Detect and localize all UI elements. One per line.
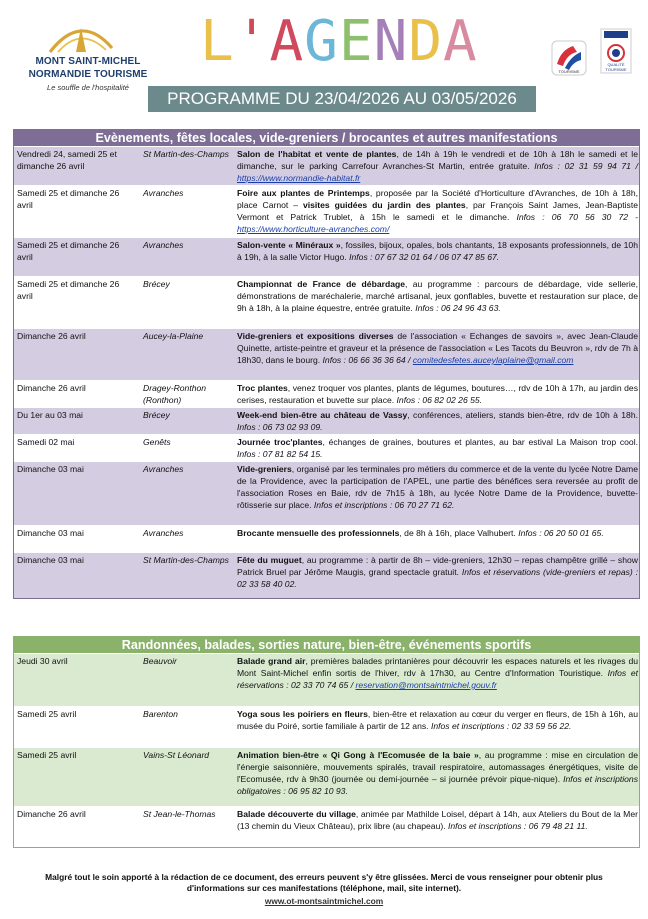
event-date: Jeudi 30 avril — [17, 656, 68, 666]
program-date-banner: PROGRAMME DU 23/04/2026 AU 03/05/2026 — [148, 86, 536, 112]
table-row — [14, 706, 639, 747]
event-place: Barenton — [143, 709, 178, 719]
table-row — [14, 747, 639, 806]
event-date: Dimanche 26 avril — [17, 383, 86, 393]
outdoor-list — [14, 653, 639, 847]
event-date: Dimanche 26 avril — [17, 331, 86, 341]
table-row — [14, 237, 639, 276]
tourism-logo — [28, 16, 148, 100]
event-date: Vendredi 24, samedi 25 et dimanche 26 avril — [17, 149, 117, 171]
event-description: Troc plantes, venez troquer vos plantes, plants de légumes, boutures…, rdv de 10h à 17h, au jardin des cerises, restauration et buvette sur place. Infos : 06 82 02 26 55. — [237, 383, 638, 405]
event-date: Dimanche 26 avril — [17, 809, 86, 819]
table-row — [14, 525, 639, 552]
title-letter: E — [338, 9, 374, 74]
event-place: Dragey-Ronthon (Ronthon) — [143, 383, 207, 405]
event-date: Samedi 02 mai — [17, 437, 75, 447]
disclaimer-note: Malgré tout le soin apporté à la rédaction de ce document, des erreurs peuvent s'y être glissées. Merci de vous renseigner pour obtenir plus d'informations sur ces manifestations (téléphone, mail, site internet). — [45, 872, 603, 893]
event-description: Balade grand air, premières balades printanières pour découvrir les espaces naturels et les rivages du Mont Saint-Michel enfin sortis de l'hiver, rdv à 17h30, au Centre d'Information Touristique. Infos et réservations : 02 33 70 74 65 / reservation@montsaintmichel.gouv.fr — [237, 656, 638, 690]
website-link[interactable]: www.ot-montsaintmichel.com — [264, 896, 384, 906]
event-place: Avranches — [143, 240, 184, 250]
event-place: Avranches — [143, 188, 184, 198]
event-place: Avranches — [143, 528, 184, 538]
svg-text:TOURISME: TOURISME — [558, 69, 580, 74]
table-row — [14, 276, 639, 328]
title-letter: A — [443, 9, 478, 74]
event-description: Foire aux plantes de Printemps, proposée par la Société d'Horticulture d'Avranches, de 10h à 18h, place Carnot – visites guidées du jardin des plantes, par François Saint James, Jean-Baptiste Vermont et Patrick Trublet, à 15h le samedi et le dimanche. Infos : 06 70 56 30 72 - https://www.horticulture-avranches.com/ — [237, 188, 639, 234]
event-place: Aucey-la-Plaine — [143, 331, 204, 341]
event-place: Vains-St Léonard — [143, 750, 210, 760]
event-description: Championnat de France de débardage, au programme : parcours de débardage, vide sellerie, démonstrations de maréchalerie, marché artisanal, jeux gonflables, buvette et restauration sur place, de 9h à 18h, à la plaine équestre, entrée gratuite. Infos : 06 24 96 43 63. — [237, 279, 639, 313]
logo-tagline: Le souffle de l'hospitalité — [47, 83, 129, 92]
title-letter: L — [200, 9, 235, 74]
svg-text:TOURISME: TOURISME — [605, 67, 627, 72]
agenda-title — [200, 4, 478, 82]
table-row — [14, 653, 639, 706]
event-place: St Martin-des-Champs — [143, 555, 229, 565]
events-list — [14, 146, 639, 598]
table-row — [14, 185, 639, 237]
events-section — [13, 129, 640, 599]
mont-saint-michel-arc-icon — [46, 18, 116, 56]
event-description: Salon-vente « Minéraux », fossiles, bijoux, opales, bols chantants, 18 exposants professionnels, de 10h à 19h, à la salle Victor Hugo. Infos : 07 67 32 01 64 / 06 07 47 85 67. — [237, 240, 638, 262]
event-description: Yoga sous les poiriers en fleurs, bien-être et relaxation au cœur du verger en fleurs, de 15h à 16h, au musée du Poiré, sortie familiale à partir de 12 ans. Infos et inscriptions : 02 33 59 56 22. — [237, 709, 638, 731]
page-header — [0, 0, 648, 122]
title-letter: A — [269, 9, 305, 74]
title-letter: D — [408, 9, 444, 74]
event-date: Samedi 25 avril — [17, 709, 77, 719]
event-place: Genêts — [143, 437, 171, 447]
events-section-title: Evènements, fêtes locales, vide-greniers / brocantes et autres manifestations — [14, 130, 639, 146]
event-date: Samedi 25 et dimanche 26 avril — [17, 279, 120, 301]
logo-line-1: MONT SAINT-MICHEL — [35, 56, 141, 67]
event-place: St Jean-le-Thomas — [143, 809, 216, 819]
table-row — [14, 328, 639, 380]
event-description: Brocante mensuelle des professionnels, de 8h à 16h, place Valhubert. Infos : 06 20 50 01 65. — [237, 528, 604, 538]
event-place: Brécey — [143, 410, 170, 420]
svg-text:QUALITÉ: QUALITÉ — [607, 62, 625, 67]
event-date: Dimanche 03 mai — [17, 528, 84, 538]
event-date: Samedi 25 avril — [17, 750, 77, 760]
event-date: Dimanche 03 mai — [17, 464, 84, 474]
table-row — [14, 146, 639, 185]
event-date: Samedi 25 et dimanche 26 avril — [17, 188, 120, 210]
outdoor-section — [13, 636, 640, 848]
table-row — [14, 380, 639, 407]
table-row — [14, 461, 639, 525]
event-description: Vide-greniers et expositions diverses de l'association « Echanges de savoirs », avec Jean-Claude Quinette, artiste-peintre et graveur et la présence de l'association « Les Tacots du Beuvron », rdv de 7h à 18h30, dans le bourg. Infos : 06 66 36 36 64 / comitedesfetes.auceylaplaine@gmail.com — [237, 331, 638, 365]
table-row — [14, 552, 639, 598]
event-place: St Martin-des-Champs — [143, 149, 229, 159]
table-row — [14, 434, 639, 461]
qualite-tourisme-badge-icon — [600, 28, 632, 74]
event-description: Vide-greniers, organisé par les terminales pro métiers du commerce et de la vente du lycée Notre Dame de la Providence, avec la participation de l'APEL, une partie des bénéfices sera reversée au profit de l'association Roses en Baie, rdv de 7h15 à 18h, au lycée Notre Dame de la Providence, buvette-rôtisserie sur place. Infos et inscriptions : 06 70 27 71 62. — [237, 464, 638, 510]
event-description: Week-end bien-être au château de Vassy, conférences, ateliers, stands bien-être, rdv de 10h à 18h. Infos : 06 73 02 93 09. — [237, 410, 639, 432]
table-row — [14, 806, 639, 847]
title-letter: N — [373, 9, 409, 74]
event-description: Animation bien-être « Qi Gong à l'Ecomusée de la baie », au programme : mise en circulation de l'énergie saisonnière, mouvements spiralés, travail respiratoire, automassages énergétiques, visite de l'Ecomusée, rdv à 9h30 (journée ou demi-journée – si journée prévoir pique-nique). Infos et inscriptions obligatoires : 06 95 82 10 93. — [237, 750, 638, 796]
event-place: Beauvoir — [143, 656, 177, 666]
table-row — [14, 407, 639, 434]
event-description: Journée troc'plantes, échanges de graines, boutures et plantes, au bar estival La Maison trop cool. Infos : 07 81 82 54 15. — [237, 437, 638, 459]
tourisme-handicap-badge-icon — [551, 40, 587, 76]
event-description: Balade découverte du village, animée par Mathilde Loisel, départ à 14h, aux Ateliers du Bout de la Mer (13 chemin du Vieux Château), prix libre (au chapeau). Infos et inscriptions : 06 79 48 21 11. — [237, 809, 638, 831]
event-description: Salon de l'habitat et vente de plantes, de 14h à 19h le vendredi et de 10h à 18h le samedi et le dimanche, sur le parking Carrefour Avranches-St Martin, entrée gratuite. Infos : 02 31 59 94 71 / https://www.normandie-habitat.fr — [237, 149, 638, 183]
logo-line-2: NORMANDIE TOURISME — [28, 69, 148, 80]
title-letter: ' — [234, 9, 270, 74]
outdoor-section-title: Randonnées, balades, sorties nature, bien-être, événements sportifs — [14, 637, 639, 653]
event-place: Avranches — [143, 464, 184, 474]
event-date: Samedi 25 et dimanche 26 avril — [17, 240, 120, 262]
event-date: Dimanche 03 mai — [17, 555, 84, 565]
event-description: Fête du muguet, au programme : à partir de 8h – vide-greniers, 12h30 – repas champêtre grillé – show Patrick Bruel par Jérôme Maugis, grand spectacle gratuit. Infos et réservations (vide-greniers et repas) : 02 33 58 40 02. — [237, 555, 638, 589]
event-place: Brécey — [143, 279, 170, 289]
event-date: Du 1er au 03 mai — [17, 410, 83, 420]
title-letter: G — [304, 9, 339, 74]
